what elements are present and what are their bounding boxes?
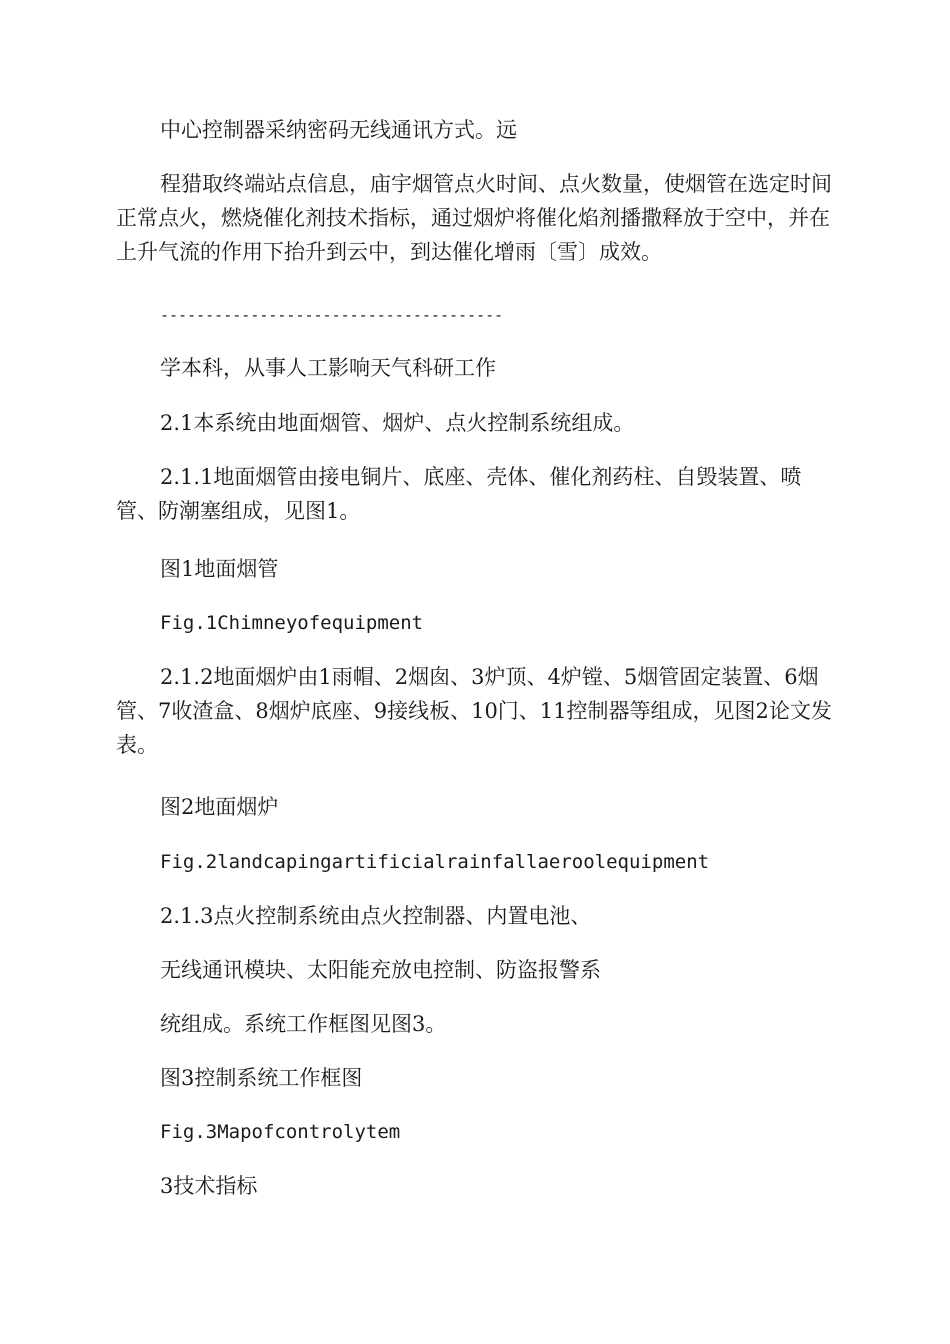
figure-3-caption-cn: 图3控制系统工作框图	[160, 1066, 363, 1090]
figure-1-caption-en: Fig.1Chimneyofequipment	[160, 612, 424, 634]
paragraph-section-2-1-2: 2.1.2地面烟炉由1雨帽、2烟囱、3炉顶、4炉镗、5烟管固定装置、6烟管、7收渣盒、8烟炉底座、9接线板、10门、11控制器等组成，见图2论文发表。	[116, 665, 832, 757]
paragraph-2: 程猎取终端站点信息，庙宇烟管点火时间、点火数量，使烟管在选定时间正常点火，燃烧催化剂技术指标，通过烟炉将催化焰剂播撒释放于空中，并在上升气流的作用下抬升到云中，到达催化增雨〔雪〕成效。	[116, 172, 832, 264]
paragraph-section-2-1-3-cont-2: 统组成。系统工作框图见图3。	[160, 1012, 447, 1036]
paragraph-section-2-1-3-cont-1: 无线通讯模块、太阳能充放电控制、防盗报警系	[160, 958, 601, 982]
paragraph-section-2-1: 2.1本系统由地面烟管、烟炉、点火控制系统组成。	[160, 411, 635, 435]
section-3-heading: 3技术指标	[160, 1174, 258, 1198]
figure-2-caption-cn: 图2地面烟炉	[160, 795, 279, 819]
figure-2-caption-en: Fig.2landcapingartificialrainfallaeroolequipment	[160, 851, 710, 873]
paragraph-1: 中心控制器采纳密码无线通讯方式。远	[160, 118, 517, 142]
paragraph-section-2-1-3: 2.1.3点火控制系统由点火控制器、内置电池、	[160, 904, 592, 928]
figure-3-caption-en: Fig.3Mapofcontrolytem	[160, 1121, 401, 1143]
separator-line: --------------------------------------	[160, 306, 504, 324]
paragraph-section-2-1-1: 2.1.1地面烟管由接电铜片、底座、壳体、催化剂药柱、自毁装置、喷管、防潮塞组成，见图1。	[116, 465, 802, 523]
paragraph-author-note: 学本科，从事人工影响天气科研工作	[160, 356, 496, 380]
figure-1-caption-cn: 图1地面烟管	[160, 557, 279, 581]
